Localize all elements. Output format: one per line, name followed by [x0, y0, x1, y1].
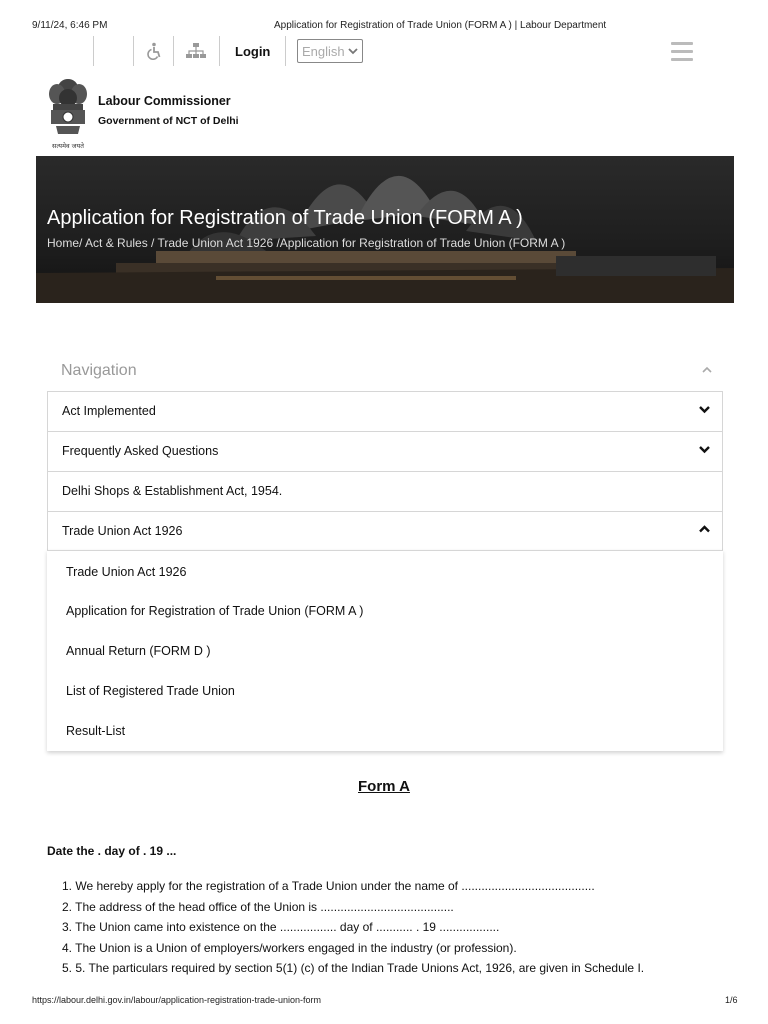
- chevron-down-icon: [698, 404, 711, 414]
- chevron-up-icon: [701, 366, 713, 374]
- navigation-heading: Navigation: [61, 362, 137, 379]
- nav-item-label: Delhi Shops & Establishment Act, 1954.: [62, 484, 283, 498]
- nav-subitem-form-d[interactable]: Annual Return (FORM D ): [66, 644, 211, 658]
- nav-subitem-trade-union-act[interactable]: Trade Union Act 1926: [66, 565, 187, 579]
- print-header: [0, 20, 768, 34]
- site-brand[interactable]: [44, 74, 344, 154]
- print-footer: [0, 995, 768, 1009]
- nav-subitems-panel: [47, 550, 723, 751]
- list-item: 5. 5. The particulars required by section 5(1) (c) of the Indian Trade Unions Act, 1926, are given in Schedule I.: [62, 961, 645, 975]
- nav-subitem-result-list[interactable]: Result-List: [66, 724, 126, 738]
- accessibility-icon[interactable]: [141, 40, 167, 62]
- print-page-title: Application for Registration of Trade Union (FORM A ) | Labour Department: [274, 20, 607, 31]
- form-date-line: Date the . day of . 19 ...: [47, 844, 177, 858]
- nav-item-faq[interactable]: [47, 431, 723, 471]
- brand-subtitle: Government of NCT of Delhi: [98, 115, 239, 127]
- divider: [219, 36, 220, 66]
- nav-subitem-form-a[interactable]: Application for Registration of Trade Union (FORM A ): [66, 604, 364, 618]
- emblem-caption: सत्यमेव जयते: [52, 142, 84, 150]
- divider: [133, 36, 134, 66]
- nav-item-shops-establishment-act[interactable]: [47, 471, 723, 511]
- language-selected-value: English: [302, 43, 345, 59]
- page-banner: [36, 156, 734, 303]
- nav-item-label: Act Implemented: [62, 404, 156, 418]
- login-link[interactable]: Login: [235, 44, 271, 59]
- language-select[interactable]: [297, 39, 363, 63]
- nav-item-label: Trade Union Act 1926: [62, 524, 183, 538]
- brand-title: Labour Commissioner: [98, 94, 231, 108]
- chevron-down-icon: [348, 47, 358, 55]
- divider: [93, 36, 94, 66]
- form-items-list: [62, 879, 742, 982]
- chevron-down-icon: [698, 444, 711, 454]
- print-url: https://labour.delhi.gov.in/labour/application-registration-trade-union-form: [32, 995, 321, 1005]
- nav-subitem-registered-unions[interactable]: List of Registered Trade Union: [66, 684, 235, 698]
- print-timestamp: 9/11/24, 6:46 PM: [32, 20, 108, 31]
- sitemap-icon[interactable]: [183, 40, 209, 62]
- divider: [285, 36, 286, 66]
- chevron-up-icon: [698, 524, 711, 534]
- navigation-header[interactable]: [47, 360, 723, 390]
- top-utility-bar: [0, 36, 768, 70]
- page-title: Application for Registration of Trade Union (FORM A ): [47, 207, 523, 229]
- national-emblem-icon: [44, 74, 92, 152]
- hamburger-menu-icon[interactable]: [671, 42, 693, 62]
- list-item: 3. The Union came into existence on the ................. day of ........... . 19 ..................: [62, 920, 500, 934]
- nav-item-trade-union-act[interactable]: [47, 511, 723, 551]
- form-title: Form A: [358, 778, 410, 795]
- breadcrumb[interactable]: Home/ Act & Rules / Trade Union Act 1926 /Application for Registration of Trade Union (FORM A ): [47, 236, 566, 250]
- list-item: 2. The address of the head office of the Union is ........................................: [62, 899, 454, 914]
- divider: [173, 36, 174, 66]
- nav-item-label: Frequently Asked Questions: [62, 444, 219, 458]
- nav-item-act-implemented[interactable]: [47, 391, 723, 431]
- list-item: 1. We hereby apply for the registration of a Trade Union under the name of ........................................: [62, 879, 595, 893]
- print-page-number: 1/6: [725, 995, 738, 1005]
- list-item: 4. The Union is a Union of employers/workers engaged in the industry (or profession).: [62, 940, 517, 955]
